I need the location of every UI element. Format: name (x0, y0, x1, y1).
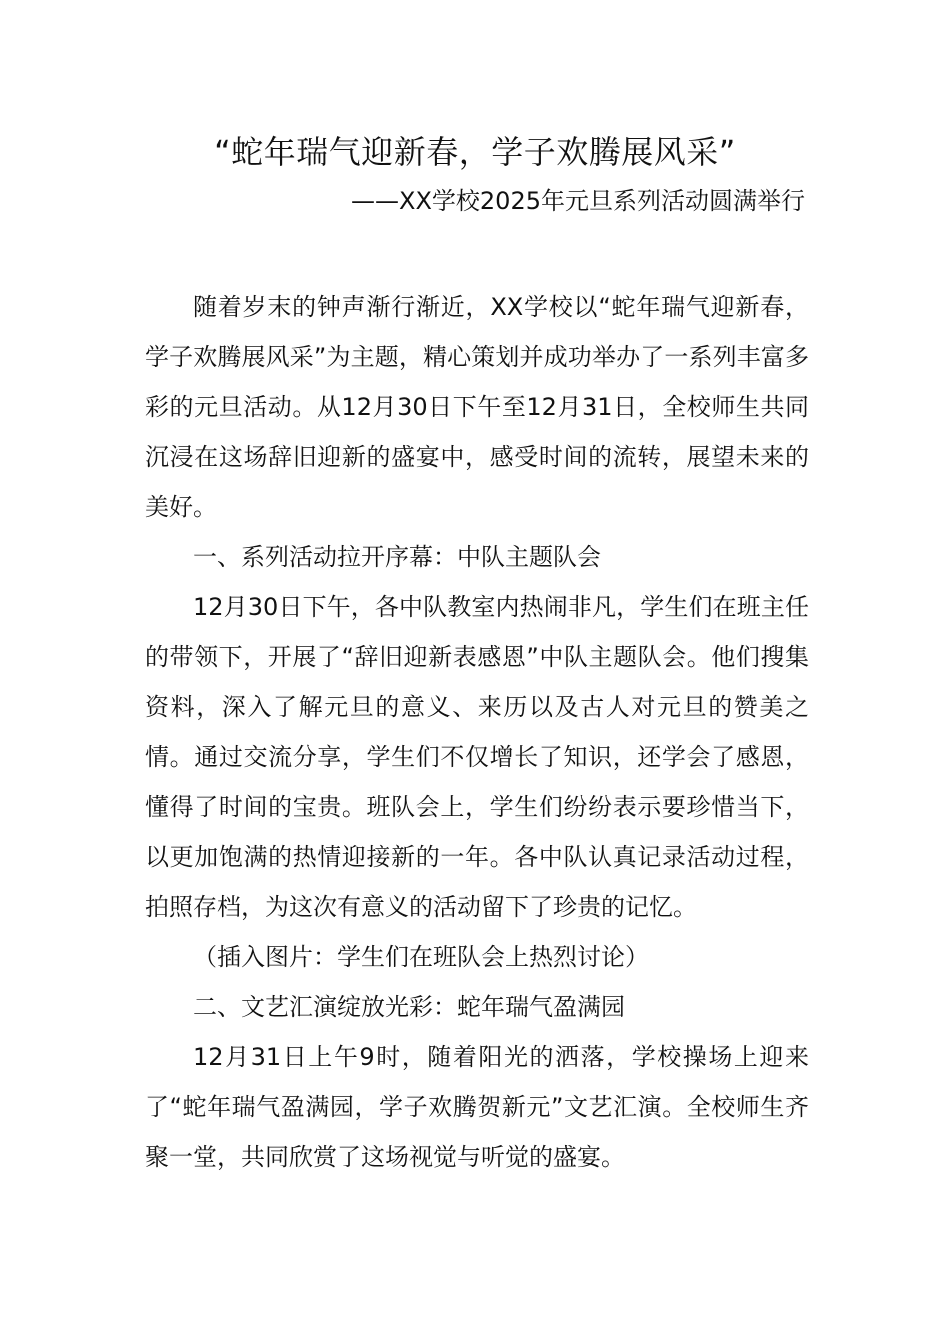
document-title: “蛇年瑞气迎新春，学子欢腾展风采” (214, 133, 736, 171)
section-heading-1: 一、系列活动拉开序幕：中队主题队会 (193, 543, 601, 571)
intro-paragraph: 随着岁末的钟声渐行渐近，XX学校以“蛇年瑞气迎新春，学子欢腾展风采”为主题，精心策划并成功举办了一系列丰富多彩的元旦活动。从12月30日下午至12月31日，全校师生共同沉浸在这场辞旧迎新的盛宴中，感受时间的流转，展望未来的美好。 (145, 293, 809, 521)
section-1-paragraph: 12月30日下午，各中队教室内热闹非凡，学生们在班主任的带领下，开展了“辞旧迎新表感恩”中队主题队会。他们搜集资料，深入了解元旦的意义、来历以及古人对元旦的赞美之情。通过交流分享，学生们不仅增长了知识，还学会了感恩，懂得了时间的宝贵。班队会上，学生们纷纷表示要珍惜当下，以更加饱满的热情迎接新的一年。各中队认真记录活动过程，拍照存档，为这次有意义的活动留下了珍贵的记忆。 (145, 593, 809, 921)
image-placeholder-note: （插入图片：学生们在班队会上热烈讨论） (193, 943, 649, 971)
document-subtitle: ——XX学校2025年元旦系列活动圆满举行 (351, 187, 805, 215)
section-2-paragraph: 12月31日上午9时，随着阳光的洒落，学校操场上迎来了“蛇年瑞气盈满园，学子欢腾贺新元”文艺汇演。全校师生齐聚一堂，共同欣赏了这场视觉与听觉的盛宴。 (145, 1043, 809, 1171)
document-body (145, 282, 809, 1182)
section-heading-2: 二、文艺汇演绽放光彩：蛇年瑞气盈满园 (193, 993, 625, 1021)
